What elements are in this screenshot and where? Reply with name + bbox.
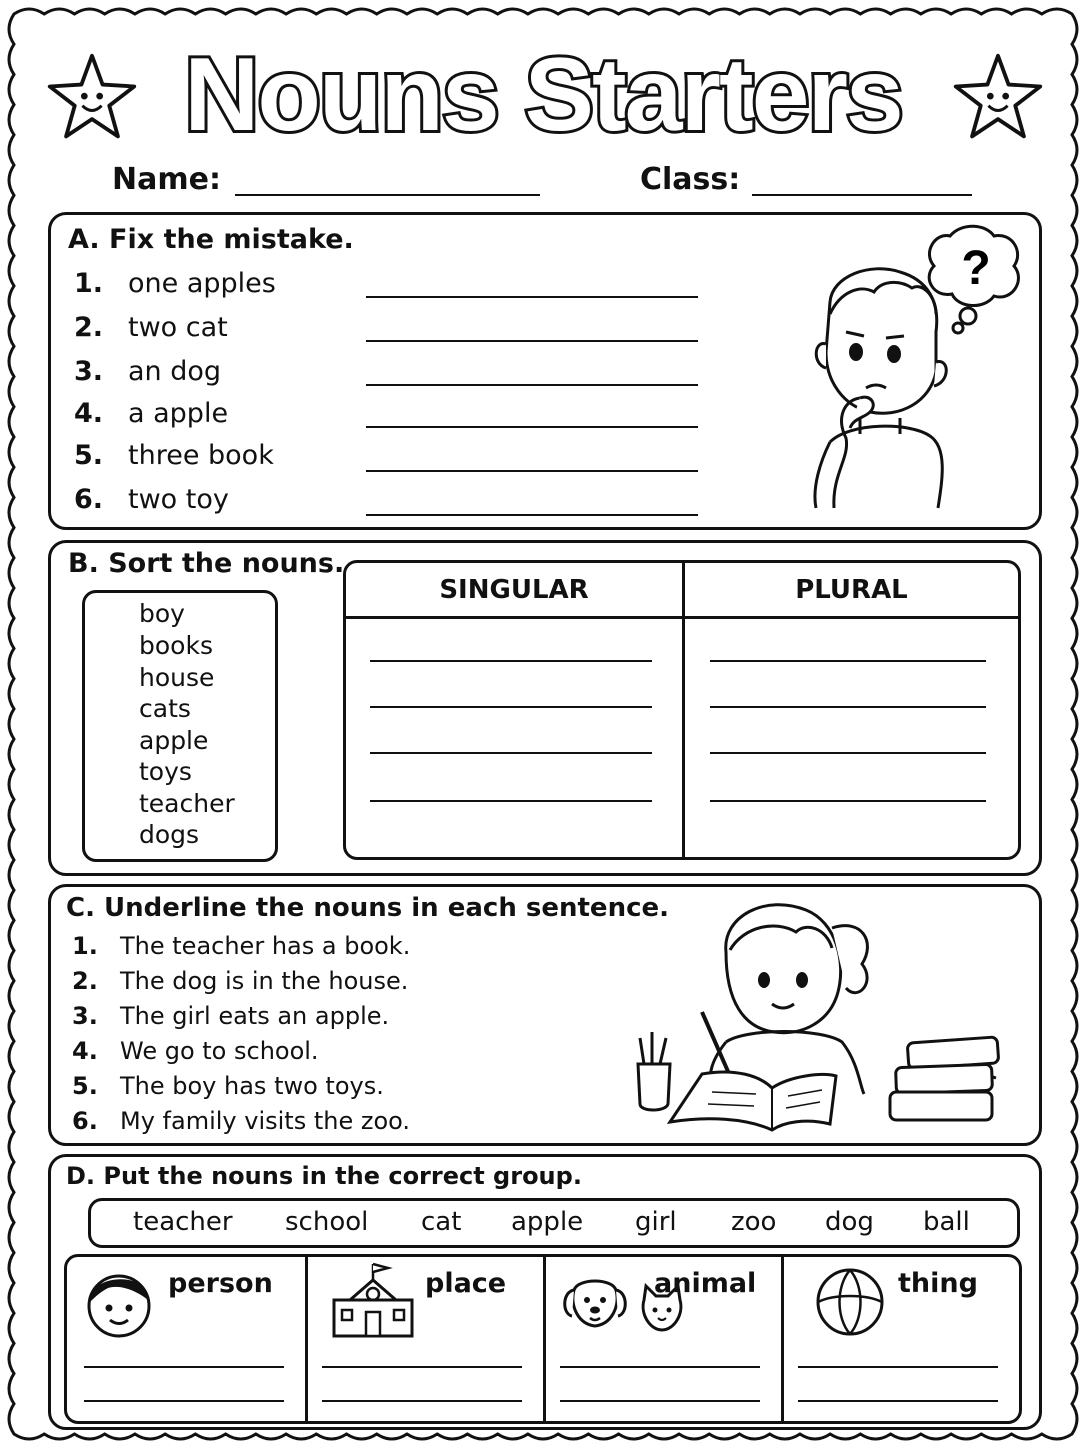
section-c-title: C. Underline the nouns in each sentence. bbox=[66, 893, 670, 923]
group-answer-line[interactable] bbox=[84, 1366, 284, 1368]
svg-text:Nouns Starters: Nouns Starters bbox=[184, 37, 902, 153]
class-label: Class: bbox=[640, 162, 741, 197]
question-mark: ? bbox=[961, 242, 991, 295]
list-item: 2. two cat bbox=[74, 312, 228, 343]
bank-word[interactable]: cat bbox=[421, 1207, 462, 1237]
singular-line[interactable] bbox=[370, 752, 652, 754]
word-item: books bbox=[139, 631, 213, 660]
sentence-item[interactable]: 5. The boy has two toys. bbox=[72, 1072, 384, 1100]
bank-word[interactable]: dog bbox=[825, 1207, 874, 1237]
group-label-place: place bbox=[425, 1268, 507, 1299]
section-d-title: D. Put the nouns in the correct group. bbox=[66, 1162, 582, 1190]
word-item: boy bbox=[139, 599, 185, 628]
sentence-item[interactable]: 3. The girl eats an apple. bbox=[72, 1002, 390, 1030]
group-answer-line[interactable] bbox=[322, 1400, 522, 1402]
plural-header: PLURAL bbox=[795, 575, 908, 605]
smiling-star-icon bbox=[44, 50, 140, 146]
singular-line[interactable] bbox=[370, 660, 652, 662]
bank-word[interactable]: teacher bbox=[133, 1207, 233, 1237]
list-item: 6. two toy bbox=[74, 484, 229, 515]
thinking-boy-illustration bbox=[790, 222, 1030, 512]
word-item: toys bbox=[139, 757, 192, 786]
group-answer-line[interactable] bbox=[84, 1400, 284, 1402]
answer-line[interactable] bbox=[366, 426, 698, 428]
class-line[interactable] bbox=[752, 194, 972, 196]
sentence-item[interactable]: 1. The teacher has a book. bbox=[72, 932, 411, 960]
sentence-item[interactable]: 6. My family visits the zoo. bbox=[72, 1107, 411, 1135]
plural-line[interactable] bbox=[710, 752, 986, 754]
bank-word[interactable]: ball bbox=[923, 1207, 970, 1237]
page-title bbox=[150, 28, 936, 158]
section-b-title: B. Sort the nouns. bbox=[68, 548, 345, 579]
list-item: 5. three book bbox=[74, 440, 274, 471]
singular-line[interactable] bbox=[370, 706, 652, 708]
plural-line[interactable] bbox=[710, 706, 986, 708]
group-answer-line[interactable] bbox=[560, 1366, 760, 1368]
group-label-person: person bbox=[168, 1268, 273, 1299]
group-label-animal: animal bbox=[654, 1268, 757, 1299]
group-answer-line[interactable] bbox=[798, 1366, 998, 1368]
singular-header: SINGULAR bbox=[439, 575, 589, 605]
bank-word[interactable]: school bbox=[285, 1207, 369, 1237]
bank-word[interactable]: girl bbox=[635, 1207, 677, 1237]
school-building-icon bbox=[330, 1260, 416, 1340]
list-item: 1. one apples bbox=[74, 268, 276, 299]
list-item: 4. a apple bbox=[74, 398, 229, 429]
answer-line[interactable] bbox=[366, 384, 698, 386]
answer-line[interactable] bbox=[366, 340, 698, 342]
bank-word[interactable]: zoo bbox=[731, 1207, 777, 1237]
bank-word[interactable]: apple bbox=[511, 1207, 584, 1237]
singular-line[interactable] bbox=[370, 800, 652, 802]
answer-line[interactable] bbox=[366, 470, 698, 472]
group-answer-line[interactable] bbox=[322, 1366, 522, 1368]
word-list-box bbox=[82, 590, 278, 862]
sort-table bbox=[343, 560, 1021, 860]
smiling-star-icon bbox=[950, 50, 1046, 146]
ball-icon bbox=[814, 1266, 886, 1338]
name-line[interactable] bbox=[235, 194, 540, 196]
word-item: dogs bbox=[139, 820, 200, 849]
plural-line[interactable] bbox=[710, 800, 986, 802]
word-item: teacher bbox=[139, 789, 235, 818]
word-item: house bbox=[139, 663, 215, 692]
boy-face-icon bbox=[82, 1264, 156, 1340]
group-answer-line[interactable] bbox=[560, 1400, 760, 1402]
name-label: Name: bbox=[112, 162, 221, 197]
group-label-thing: thing bbox=[898, 1268, 978, 1299]
answer-line[interactable] bbox=[366, 296, 698, 298]
word-item: cats bbox=[139, 694, 191, 723]
section-a-title: A. Fix the mistake. bbox=[68, 224, 354, 255]
sentence-item[interactable]: 2. The dog is in the house. bbox=[72, 967, 409, 995]
girl-writing-illustration bbox=[626, 892, 1010, 1132]
group-answer-line[interactable] bbox=[798, 1400, 998, 1402]
word-bank bbox=[88, 1198, 1020, 1248]
plural-line[interactable] bbox=[710, 660, 986, 662]
word-item: apple bbox=[139, 726, 209, 755]
list-item: 3. an dog bbox=[74, 356, 222, 387]
answer-line[interactable] bbox=[366, 514, 698, 516]
sentence-item[interactable]: 4. We go to school. bbox=[72, 1037, 319, 1065]
